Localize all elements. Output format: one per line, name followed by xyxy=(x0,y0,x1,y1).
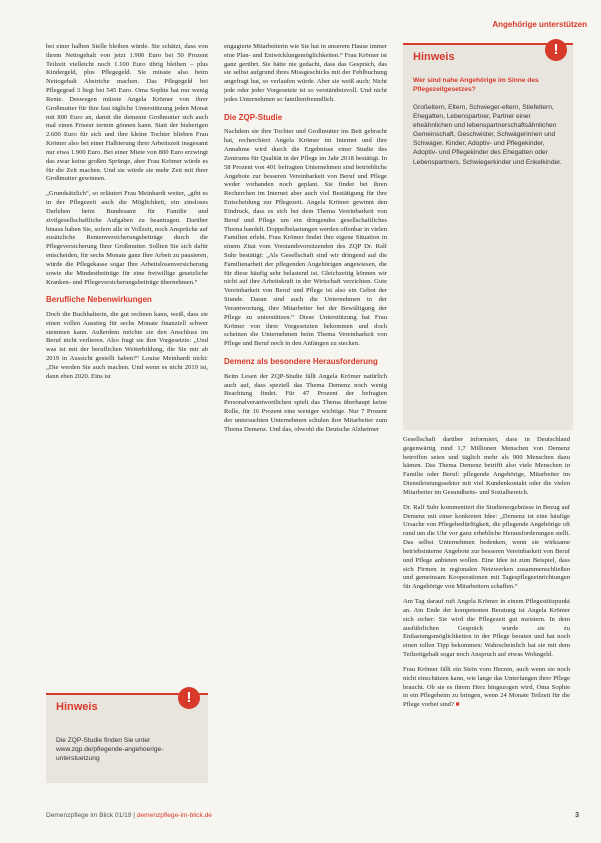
exclamation-icon: ! xyxy=(545,39,567,61)
hinweis-title: Hinweis xyxy=(56,701,98,713)
footer-separator: | xyxy=(133,812,135,819)
section-heading: Berufliche Nebenwirkungen xyxy=(46,295,152,305)
section-tag: Angehörige unterstützen xyxy=(492,20,587,29)
hinweis-subtitle: Wer sind nahe Angehörige im Sinne des Pflegezeitgesetzes? xyxy=(413,77,539,93)
hinweis-box-relatives xyxy=(403,43,573,430)
hinweis-body: Die ZQP-Studie finden Sie unter www.zqp.de/pflegende-angehoerige-unterstuetzung xyxy=(56,737,164,762)
paragraph-text: Frau Krömer fällt ein Stein vom Herzen, auch wenn sie noch nicht einschätzen kann, wie lange das Unterfangen ihrer Pflege braucht. Ob sie es ihrem Herz hingezogen wird, Oma Sophie in ein Pflegeheim zu bringen, wenn 24 Monate Teilzeit für die Pflege vorbei sind? xyxy=(403,665,570,709)
paragraph: engagierte Mitarbeiterin wie Sie hat in unserem Hause immer eine Plan- und Entwicklungsmöglichkeiten.“ Frau Krömer ist ganz gerührt. Sie hätte nie gedacht, dass das Gespräch, das sie selbst aufgrund ihres Missgeschicks mit der Fehlbuchung angefragt hat, so verlaufen würde. Aber sie weiß auch: Nicht jede oder jeder Vorgesetzte ist so verständnisvoll. Und nicht jedes Unternehmen so familienfreundlich. xyxy=(224,43,387,103)
paragraph: Nachdem sie ihre Tochter und Großmutter ins Bett gebracht hat, recherchiert Angela Krömer im Internet und ihre Annahme wird durch die Ergebnisse einer Studie des Zentrums für Qualität in der Pflege im Jahr 2018 bestätigt. In 58 Prozent von 401 befragten Unternehmen sind betriebliche Angebote zur besseren Vereinbarkeit von Beruf und Pflege weder vorhanden noch geplant. Sie findet bei ihren Recherchen im Internet aber auch viel Bestätigung für ihre Entscheidung zur Pflegezeit. Angela Krömer gewinnt den Eindruck, dass es sich bei dem Thema Vereinbarkeit von Beruf und Pflege um ein dringendes gesellschaftliches Thema handelt. Doppelbelastungen werden offenbar in vielen Familien erlebt. Frau Krömer findet ihre eigene Situation in einem Zitat vom Vorstandsvorsitzenden des ZQP Dr. Ralf Suhr bestätigt: „Als Gesellschaft sind wir dringend auf die Familienarbeit der pflegenden Angehörigen angewiesen, die für diese häufig sehr belastend ist. Gleichzeitig können wir nicht auf ihre Arbeitskraft in der Wirtschaft verzichten. Gute Vereinbarkeit von Beruf und Pflege ist also ein Gebot der Stunde. Daran sind auch die Unternehmen in der Verantwortung, ihre Mitarbeiter bei der Bewältigung der Pflege zu unterstützen.“ Diese Unterstützung hat Frau Krömer von ihrer Vorgesetzten bekommen und doch scheinen die Unternehmen beim Thema Vereinbarkeit von Pflege und Beruf noch in den Anfängen zu stecken. xyxy=(224,128,388,348)
paragraph: „Grundsätzlich“, so erläutert Frau Meinhardt weiter, „gibt es in der Pflegezeit auch die Möglichkeit, ein zinsloses Darlehen beim Bundesamt für Familie und zivilgesellschaftliche Aufgaben zu beantragen. Darüber hinaus haben Sie, sofern alle in Vollzeit, noch Ansprüche auf zusätzliche Rentenversicherungsbeiträge durch die Pflegeversicherung Ihrer Großmutter. Sollten Sie sich dafür entscheiden, für sechs Monate ganz Ihre Arbeit zu pausieren, würde die Pflegekasse sogar Ihre Arbeitslosenversicherung sowie die Mindestbeiträge für eine freiwillige gesetzliche Kranken- und Pflegeversicherungsbeiträge übernehmen.“ xyxy=(46,190,208,286)
column-1 xyxy=(46,43,208,388)
page-number: 3 xyxy=(575,812,579,819)
hinweis-box-study xyxy=(46,689,208,783)
hinweis-title: Hinweis xyxy=(413,51,455,63)
section-heading: Die ZQP-Studie xyxy=(224,112,283,122)
paragraph: Doch die Buchhalterin, die gut rechnen kann, weiß, dass sie einen vollen Ausstieg für sechs Monate finanziell schwer stemmen kann. Außerdem möchte sie den Anschluss im Beruf nicht verlieren. Also fragt sie ihre Vorgesetzte: „Und was ist mit der beruflichen Weiterbildung, die Sie mir ab 2019 in Aussicht gestellt haben?“ Louise Meinhardt nickt: „Die werden Sie auch machen. Und wenn es nicht 2019 ist, dann eben 2020. Eins ist xyxy=(46,310,208,380)
end-mark: ■ xyxy=(455,701,460,709)
exclamation-icon: ! xyxy=(178,687,200,709)
column-2 xyxy=(224,43,387,440)
paragraph: Am Tag darauf ruft Angela Krömer in einem Pflegestützpunkt an. Am Ende der kompetenten Beratung ist Angela Krömer sich sicher: Sie wird die Pflegezeit gut meistern. In dem ausführlichen Gespräch wurde sie zu Entlastungsmöglichkeiten in der Pflege beraten und hat noch einen tollen Tipp bekommen: Wahrscheinlich hat sie mit dem Teilzeitgehalt sogar noch Anspruch auf etwas Wohngeld. xyxy=(403,598,570,659)
column-3 xyxy=(403,436,570,716)
website-link[interactable]: demenzpflege-im-blick.de xyxy=(136,812,212,819)
section-heading: Demenz als besondere Herausforderung xyxy=(224,357,378,367)
paragraph: bei einer halben Stelle bleiben würde. Sie schätzt, dass von ihrem Nettogehalt von jetzt 1.900 Euro bei 50 Prozent Teilzeit vielleicht noch 1.100 Euro übrig bleiben – plus Kindergeld, plus Pflegegeld. Sie müsste also beim Nettogehalt Abstriche machen. Das Pflegegeld bei Pflegegrad 3 liegt bei 545 Euro. Oma Sophie hat nur wenig Rente. Deswegen müsste Angela Krömer von ihrer Großmutter für ihre fast tägliche Unterstützung jeden Monat mit 800 Euro an, damit die demente Großmutter sich auch mal einen Friseur termin gönnen kann. Statt der bisherigen 2.600 Euro für sich und ihre kleine Tochter blieben Frau Krömer also bei einer Halbierung ihrer Arbeitszeit insgesamt nur etwa 1.900 Euro. Bei einer Miete von 800 Euro erzwingt das zwar keine großen Sprünge, aber Frau Krömer würde es für die Zeit machen. Und sie würde sie mehr Zeit mit ihrer Großmutter gewinnen. xyxy=(46,43,208,183)
hinweis-body: Großeltern, Eltern, Schwieger-eltern, Stiefeltern, Ehegatten, Lebenspartner, Partner einer eheähnlichen und lebenspartnerschaftsähnlichen Gemeinschaft, Geschwister, Schwägerinnen und Schwager, Kinder, Adoptiv- und Pflegekinder, Adoptiv- und Pflegekinder des Ehegatten oder Lebenspartners, Schwiegerkinder und Enkelkinder. xyxy=(413,104,562,166)
issue-number: 01/19 xyxy=(114,812,132,819)
publication-name: Demenzpflege im Blick xyxy=(46,812,114,819)
paragraph: Dr. Ralf Suhr kommentiert die Studienergebnisse in Bezug auf Demenz mit einer konkreten Idee: „Demenz ist eine häufige Ursache von Pflegebedürftigkeit, die pflegende Angehörige oft rund um die Uhr vor ganz erhebliche Herausforderungen stellt. Das selbst Unternehmen bedenken, wenn sie wirksame betriebsinterne Angebote zur besseren Vereinbarkeit von Beruf und Pflege anbieten wollen. Eine Idee ist zum Beispiel, dass sich Firmen in regionalen Netzwerken zusammenschließen und gemeinsam Kooperationen mit Tagespflegeeinrichtungen für Angehörige von Mitarbeitern schaffen.“ xyxy=(403,503,570,591)
paragraph xyxy=(403,666,570,710)
footer xyxy=(46,812,212,819)
paragraph: Gesellschaft darüber informiert, dass in Deutschland gegenwärtig rund 1,7 Millionen Menschen von Demenz betroffen seien und täglich mehr als 900 Menschen dazu kämen. Das Thema Demenz betrifft also viele Menschen in Familie oder Beruf: pflegende Angehörige, Mitarbeiter im Dienstleistungssektor mit viel Kundenkontakt oder die vielen Mitarbeiter im Gesundheits- und Sozialbereich. xyxy=(403,436,570,496)
paragraph: Beim Lesen der ZQP-Studie fällt Angela Krömer natürlich auch auf, dass speziell das Thema Demenz noch wenig Beachtung findet. Für 47 Prozent der befragten Personalverantwortlichen spielt das Thema überhaupt keine Rolle, für 16 Prozent eine weniger wichtige. Nur 7 Prozent der untersuchten Unternehmen schulen ihre Mitarbeiter zum Thema Demenz. Und das, obwohl die Deutsche Alzheimer xyxy=(224,372,387,433)
